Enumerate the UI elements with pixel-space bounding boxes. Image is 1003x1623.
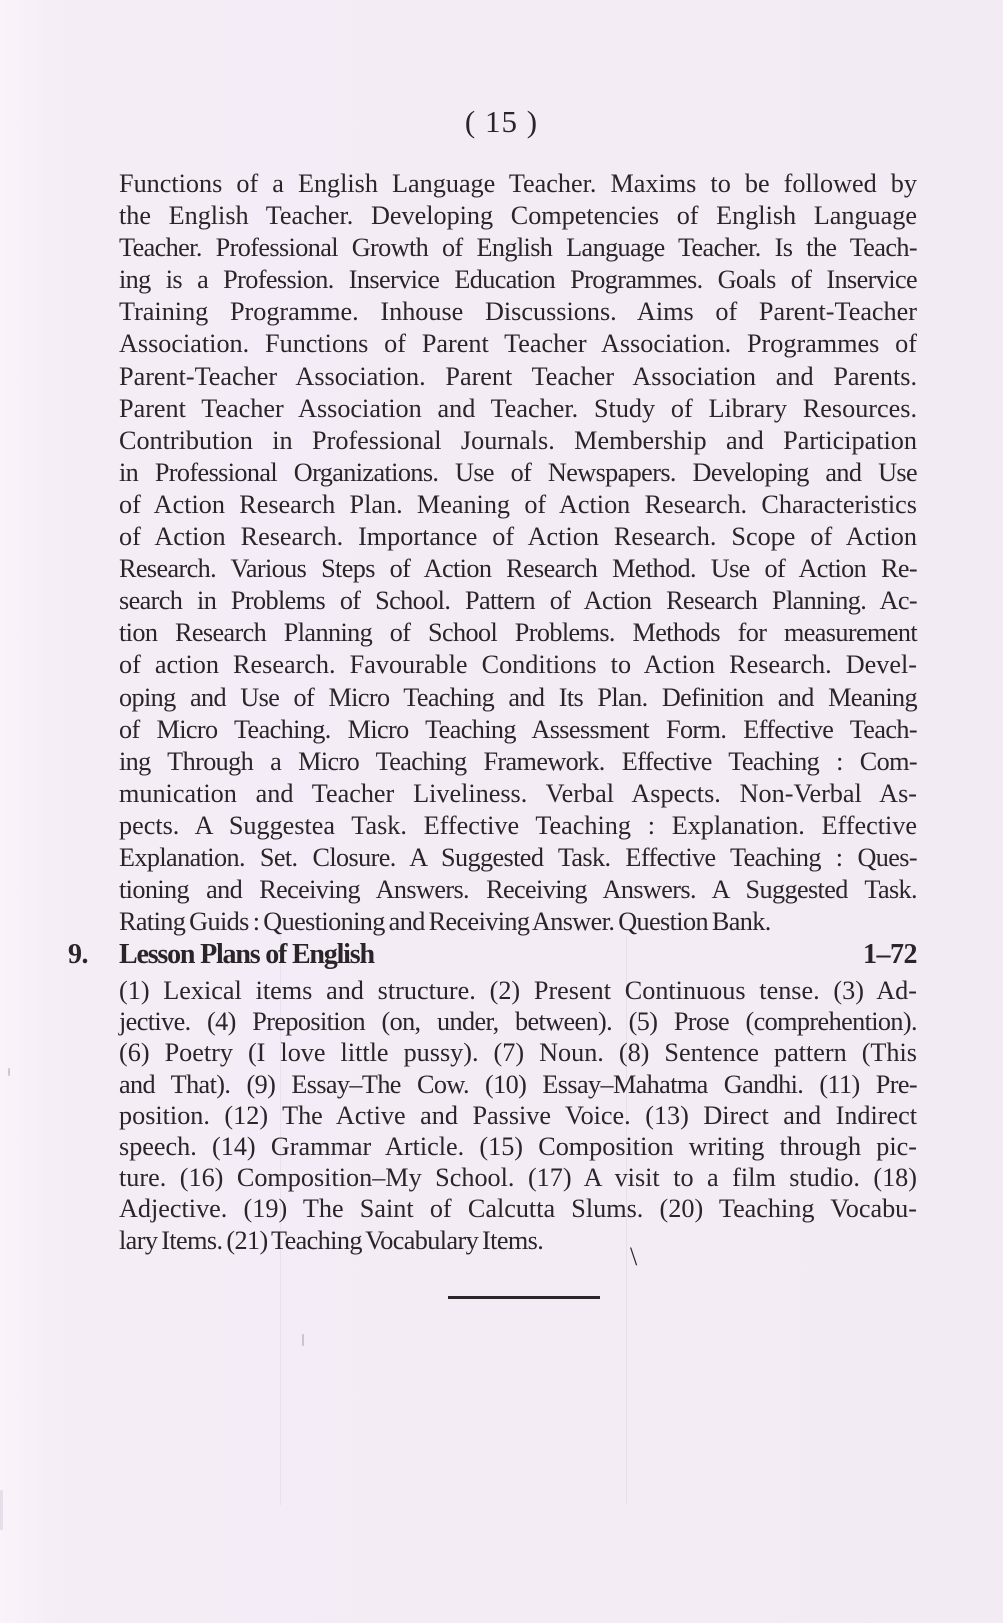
list-line: and That). (9) Essay–The Cow. (10) Essay–Mahatma Gandhi. (11) Pre- [119,1069,917,1099]
list-line: Adjective. (19) The Saint of Calcutta Slums. (20) Teaching Vocabu- [119,1194,917,1224]
text-line: of Action Research. Importance of Action Research. Scope of Action [119,522,917,552]
stray-pen-mark: \ [630,1242,638,1271]
section-number: 9. [68,939,88,970]
text-line: tioning and Receiving Answers. Receiving Answers. A Suggested Task. [119,875,917,905]
text-line: Explanation. Set. Closure. A Suggested Task. Effective Teaching : Ques- [119,842,917,872]
contents-body-text [119,168,917,938]
text-line: Parent Teacher Association and Teacher. Study of Library Resources. [119,393,917,423]
text-line: Teacher. Professional Growth of English Language Teacher. Is the Teach- [119,233,917,263]
margin-speck [302,1334,304,1346]
text-line: Parent-Teacher Association. Parent Teacher Association and Parents. [119,361,917,391]
text-line: of Action Research Plan. Meaning of Action Research. Characteristics [119,489,917,519]
text-line: munication and Teacher Liveliness. Verbal Aspects. Non-Verbal As- [119,778,917,808]
text-line: Association. Functions of Parent Teacher Association. Programmes of [119,329,917,359]
list-line: speech. (14) Grammar Article. (15) Composition writing through pic- [119,1131,917,1161]
section-heading [68,939,917,975]
text-line: Training Programme. Inhouse Discussions. Aims of Parent-Teacher [119,297,917,327]
text-line: of action Research. Favourable Conditions to Action Research. Devel- [119,650,917,680]
list-line: (6) Poetry (I love little pussy). (7) Noun. (8) Sentence pattern (This [119,1038,917,1068]
margin-speck [8,1068,10,1076]
text-line: ing Through a Micro Teaching Framework. Effective Teaching : Com- [119,746,917,776]
text-line: the English Teacher. Developing Competencies of English Language [119,201,917,231]
text-line: search in Problems of School. Pattern of Action Research Planning. Ac- [119,586,917,616]
text-line: in Professional Organizations. Use of Newspapers. Developing and Use [119,457,917,487]
list-line: jective. (4) Preposition (on, under, between). (5) Prose (comprehention). [119,1007,917,1037]
section-title: Lesson Plans of English [119,939,374,970]
list-line: (1) Lexical items and structure. (2) Present Continuous tense. (3) Ad- [119,976,917,1005]
list-line: lary Items. (21) Teaching Vocabulary Items. [119,1225,544,1255]
list-line: position. (12) The Active and Passive Voice. (13) Direct and Indirect [119,1100,917,1130]
text-line: Research. Various Steps of Action Research Method. Use of Action Re- [119,554,917,584]
text-line: Contribution in Professional Journals. Membership and Participation [119,425,917,455]
text-line: tion Research Planning of School Problems. Methods for measurement [119,618,917,648]
edge-shadow [0,1490,3,1530]
text-line: pects. A Suggestea Task. Effective Teaching : Explanation. Effective [119,810,917,840]
text-line: of Micro Teaching. Micro Teaching Assessment Form. Effective Teach- [119,714,917,744]
section-page-range: 1–72 [863,939,917,970]
page-number: ( 15 ) [464,104,539,139]
section-end-rule [448,1296,600,1299]
text-line: oping and Use of Micro Teaching and Its Plan. Definition and Meaning [119,682,917,712]
lesson-plans-list [119,975,917,1256]
text-line: Rating Guids : Questioning and Receiving Answer. Question Bank. [119,907,771,937]
text-line: Functions of a English Language Teacher. Maxims to be followed by [119,169,917,198]
list-line: ture. (16) Composition–My School. (17) A visit to a film studio. (18) [119,1163,917,1193]
text-line: ing is a Profession. Inservice Education Programmes. Goals of Inservice [119,265,917,295]
